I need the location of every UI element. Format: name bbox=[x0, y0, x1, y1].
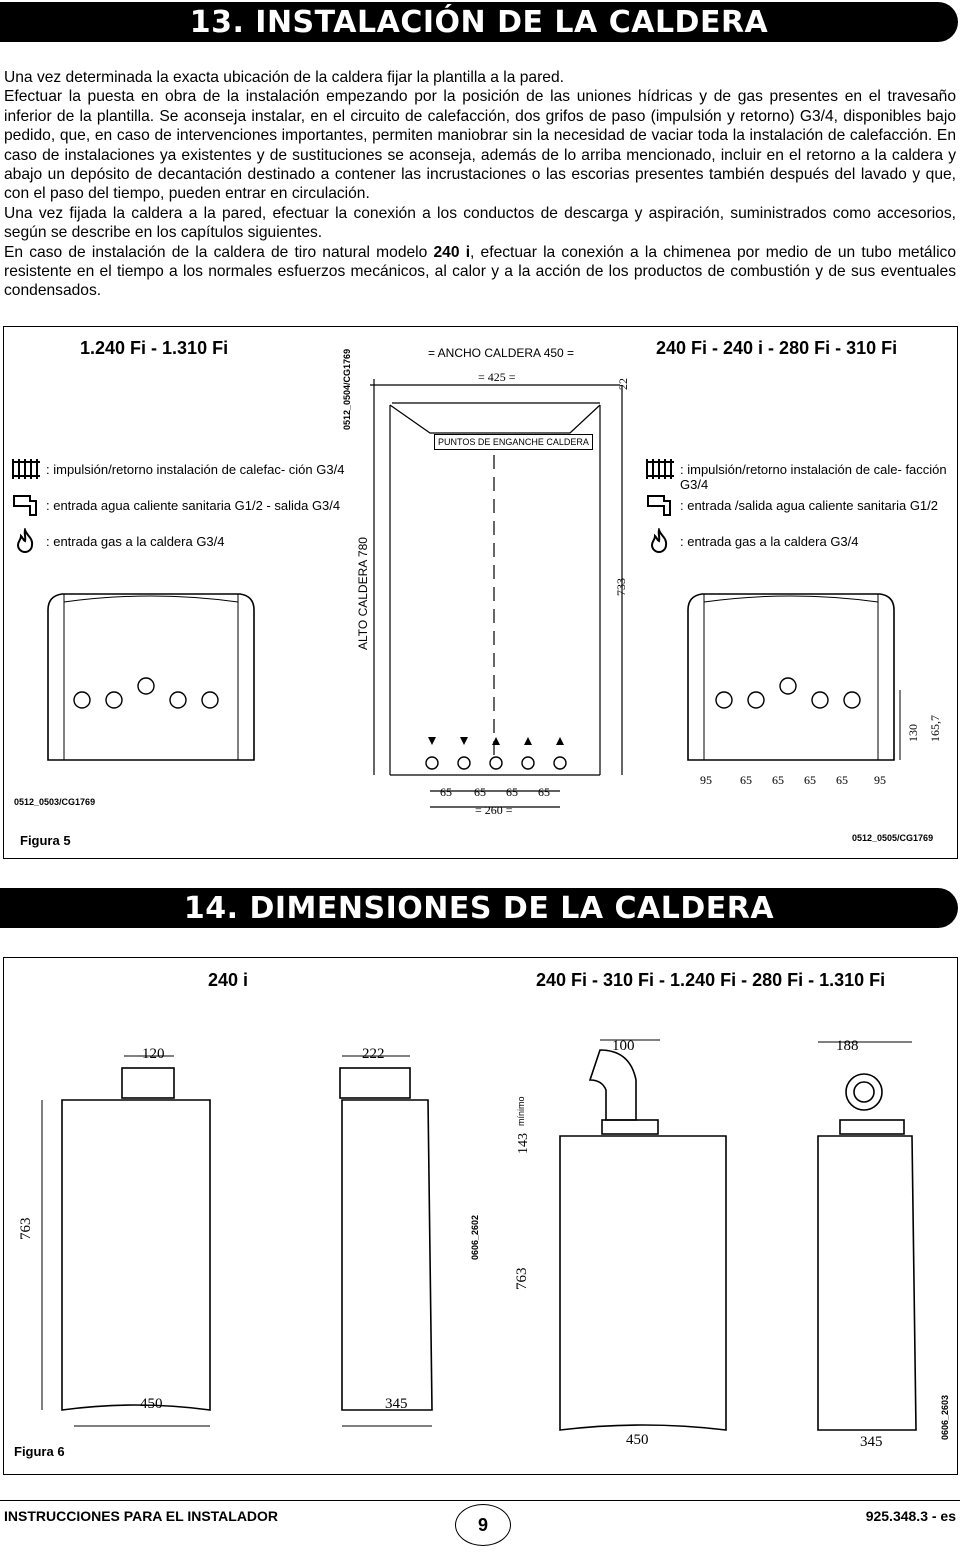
fig6-dim-450-left: 450 bbox=[140, 1396, 163, 1412]
fig6-right-title: 240 Fi - 310 Fi - 1.240 Fi - 280 Fi - 1.310 Fi bbox=[536, 970, 886, 990]
fig5-right-dim-3: 65 bbox=[772, 773, 784, 787]
fig6-minimo: mínimo bbox=[516, 1096, 526, 1126]
fig5-right-boiler bbox=[680, 590, 902, 770]
fig5-bottom-dim-3: 65 bbox=[506, 785, 518, 799]
paragraph-4: En caso de instalación de la caldera de tiro natural modelo 240 i, efectuar la conexión a la chimenea por medio de un tubo metálico resistente en el tiempo a los normales esfuerzos mecánicos, al calor y a la acción de los productos de combustión y de sus eventuales condensados. bbox=[4, 243, 957, 300]
fig5-right-title: 240 Fi - 240 i - 280 Fi - 310 Fi bbox=[656, 338, 898, 358]
fig5-dim-733: 733 bbox=[614, 578, 628, 596]
fig5-code-left: 0512_0503/CG1769 bbox=[14, 797, 96, 807]
fig5-left-legend-3: : entrada gas a la caldera G3/4 bbox=[46, 534, 225, 549]
fig6-dim-450-right: 450 bbox=[626, 1432, 649, 1448]
fig6-dim-143: 143 bbox=[516, 1133, 531, 1154]
fig5-bottom-dim-2: 65 bbox=[474, 785, 486, 799]
fig6-right-side-view bbox=[800, 1030, 950, 1440]
fig5-hooks-label: PUNTOS DE ENGANCHE CALDERA bbox=[434, 434, 593, 450]
fig5-bottom-dim-1: 65 bbox=[440, 785, 452, 799]
fig5-right-legend-1: : impulsión/retorno instalación de cale- facción G3/4 bbox=[680, 462, 947, 492]
fig5-dim-425: = 425 = bbox=[478, 370, 516, 384]
fig6-dim-345-left: 345 bbox=[385, 1396, 408, 1412]
fig5-width-label: = ANCHO CALDERA 450 = bbox=[428, 346, 575, 360]
section-14-banner bbox=[0, 888, 958, 928]
fig5-right-dim-5: 65 bbox=[836, 773, 848, 787]
figure-6-caption: Figura 6 bbox=[14, 1444, 65, 1459]
fig5-left-title: 1.240 Fi - 1.310 Fi bbox=[80, 338, 229, 358]
section-13-banner bbox=[0, 2, 958, 42]
fig5-right-legend-2: : entrada /salida agua caliente sanitaria G1/2 bbox=[680, 498, 939, 513]
fig5-dim-260: = 260 = bbox=[475, 803, 513, 817]
fig5-height-label: ALTO CALDERA 780 bbox=[356, 537, 370, 650]
radiator-icon bbox=[644, 456, 676, 482]
fig6-right-front-view bbox=[530, 1030, 740, 1440]
fig5-right-legend-3: : entrada gas a la caldera G3/4 bbox=[680, 534, 859, 549]
fig5-right-dim-4: 65 bbox=[804, 773, 816, 787]
fig5-left-boiler bbox=[40, 590, 262, 770]
fig6-dim-100: 100 bbox=[612, 1038, 635, 1054]
fig6-dim-345-right: 345 bbox=[860, 1434, 883, 1450]
footer-right: 925.348.3 - es bbox=[865, 1508, 956, 1524]
page-number: 9 bbox=[477, 1514, 488, 1535]
fig6-dim-763-left: 763 bbox=[18, 1217, 34, 1240]
fig5-code-right: 0512_0505/CG1769 bbox=[852, 833, 934, 843]
fig5-right-dim-6: 95 bbox=[874, 773, 886, 787]
radiator-icon bbox=[10, 456, 42, 482]
fig6-code-b: 0606_2603 bbox=[940, 1394, 950, 1440]
fig6-left-front-view bbox=[14, 1030, 234, 1430]
fig6-dim-188: 188 bbox=[836, 1038, 859, 1054]
fig5-right-dim-2: 65 bbox=[740, 773, 752, 787]
fig5-dim-165: 165,7 bbox=[928, 715, 942, 742]
paragraph-3: Una vez fijada la caldera a la pared, efectuar la conexión a los conductos de descarga y aspiración, suministrados como accesorios, según se describe en los capítulos siguientes. bbox=[4, 204, 956, 242]
figure-5-caption: Figura 5 bbox=[20, 833, 71, 848]
tap-icon bbox=[10, 492, 42, 518]
fig5-dim-130: 130 bbox=[906, 724, 920, 742]
fig6-left-side-view bbox=[320, 1030, 460, 1430]
fig6-left-title: 240 i bbox=[208, 970, 249, 990]
footer-rule bbox=[0, 1500, 960, 1501]
body-text bbox=[4, 68, 956, 301]
paragraph-2: Efectuar la puesta en obra de la instalación empezando por la posición de las uniones hídricas y de gas presentes en el travesaño inferior de la plantilla. Se aconseja instalar, en el circuito de calefacción, dos grifos de paso (impulsión y retorno) G3/4, disponibles bajo pedido, que, en caso de intervenciones importantes, permiten maniobrar sin la necesidad de vaciar toda la instalación de calefacción. En caso de instalaciones ya existentes y de sustituciones se aconseja, además de lo arriba mencionado, incluir en el retorno a la caldera y abajo un depósito de decantación destinado a contener las incrustaciones o las escorias presentes también después del lavado y que, con el paso del tiempo, pueden entrar en circulación. bbox=[4, 88, 956, 203]
gas-flame-icon bbox=[646, 528, 672, 554]
fig5-left-legend-2: : entrada agua caliente sanitaria G1/2 - salida G3/4 bbox=[46, 498, 341, 513]
fig5-center-template bbox=[360, 355, 640, 815]
page-number-badge bbox=[455, 1504, 511, 1546]
footer-left: INSTRUCCIONES PARA EL INSTALADOR bbox=[4, 1508, 279, 1524]
fig5-left-legend-1: : impulsión/retorno instalación de calefac- ción G3/4 bbox=[46, 462, 345, 477]
paragraph-1: Una vez determinada la exacta ubicación de la caldera fijar la plantilla a la pared. bbox=[4, 69, 564, 86]
fig5-right-dim-1: 95 bbox=[700, 773, 712, 787]
fig6-dim-222: 222 bbox=[362, 1046, 385, 1062]
fig6-code-a: 0606_2602 bbox=[470, 1214, 480, 1260]
tap-icon bbox=[644, 492, 676, 518]
fig5-dim-22: 22 bbox=[616, 378, 630, 390]
fig6-dim-120: 120 bbox=[142, 1046, 165, 1062]
section-14-title: 14. DIMENSIONES DE LA CALDERA bbox=[183, 890, 775, 926]
gas-flame-icon bbox=[12, 528, 38, 554]
fig5-bottom-dim-4: 65 bbox=[538, 785, 550, 799]
fig5-code-vertical: 0512_0504/CG1769 bbox=[342, 348, 352, 430]
section-13-title: 13. INSTALACIÓN DE LA CALDERA bbox=[189, 4, 769, 40]
fig6-dim-763-right: 763 bbox=[514, 1267, 530, 1290]
